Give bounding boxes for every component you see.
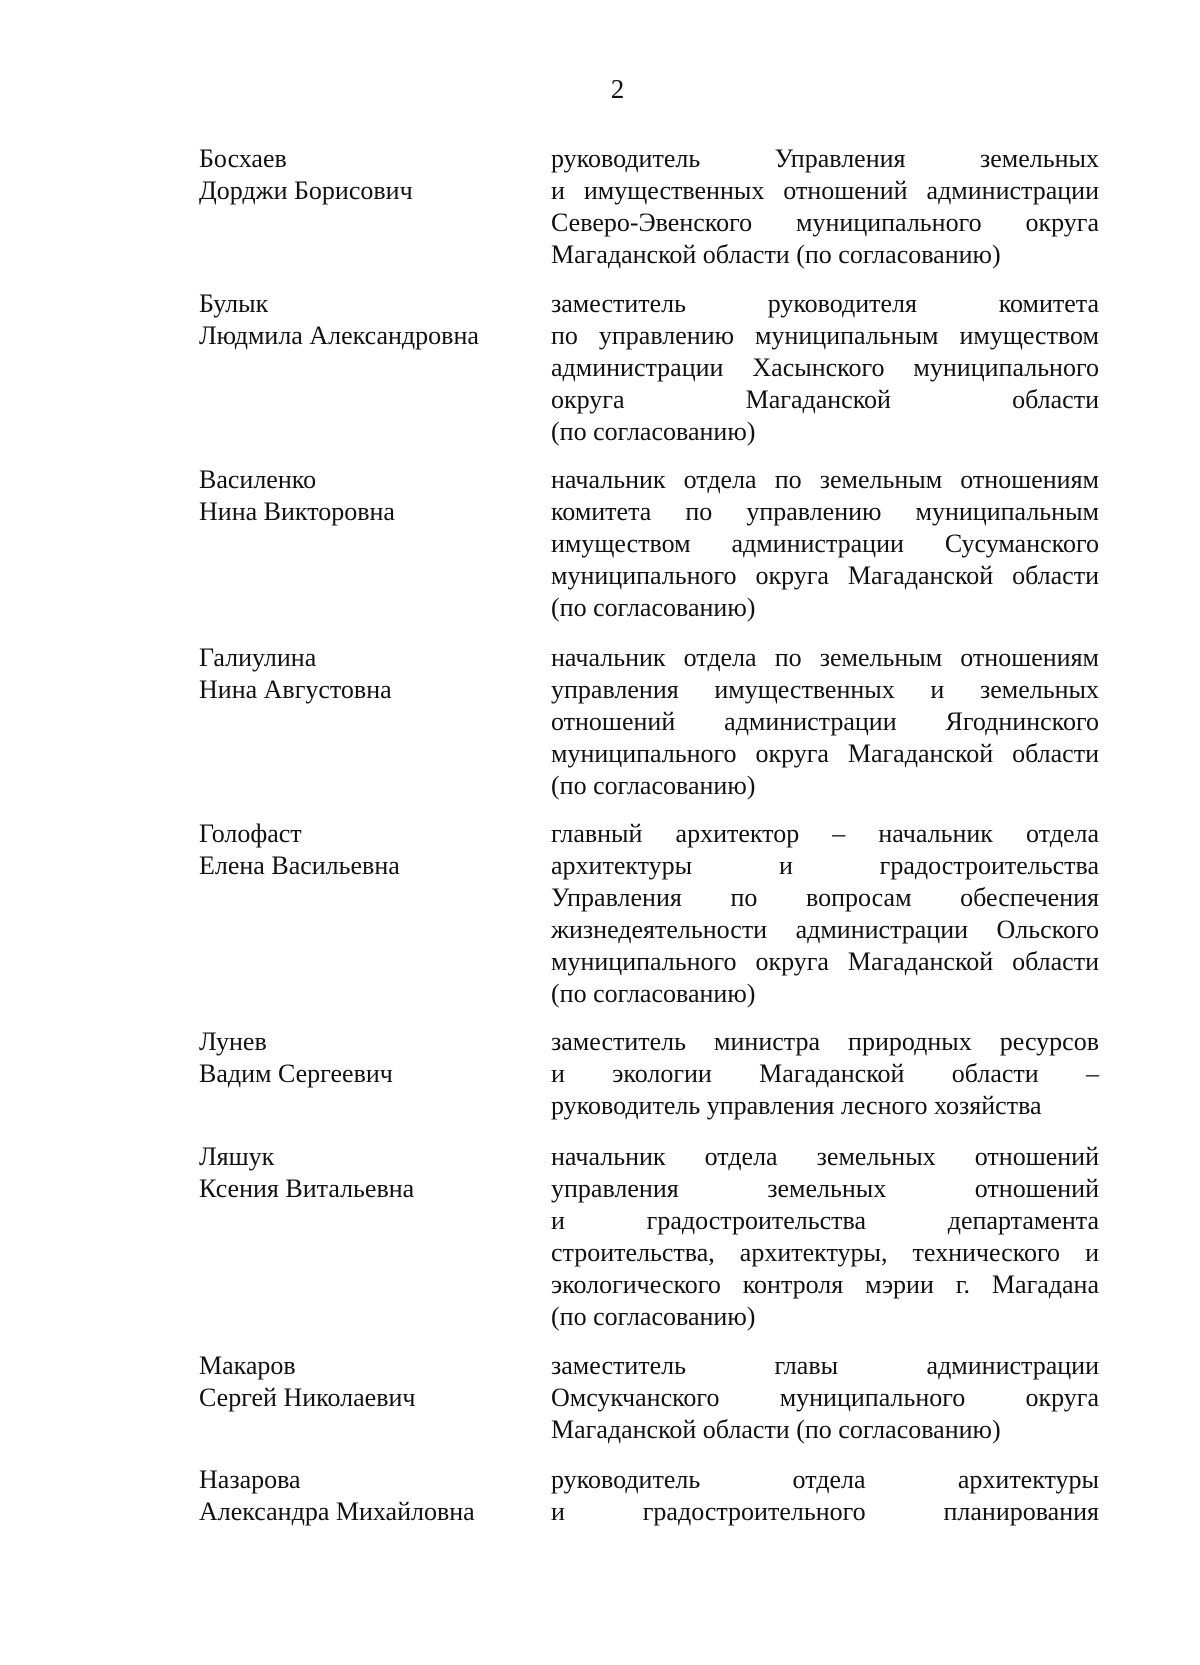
position-line: жизнедеятельности администрации Ольского (551, 915, 1099, 944)
position-line: экологического контроля мэрии г. Магадана (551, 1270, 1099, 1299)
position-line: муниципального округа Магаданской области (551, 739, 1099, 768)
member-position (551, 1026, 1099, 1122)
member-position (551, 642, 1099, 802)
position-line: и градостроительства департамента (551, 1206, 1099, 1235)
position-line: главный архитектор – начальник отдела (551, 819, 1099, 848)
position-line: управления земельных отношений (551, 1174, 1099, 1203)
position-line: Управления по вопросам обеспечения (551, 883, 1099, 912)
position-line: строительства, архитектуры, технического и (551, 1238, 1099, 1267)
member-surname: Назарова (199, 1465, 301, 1494)
member-surname: Босхаев (199, 144, 287, 173)
position-line: заместитель министра природных ресурсов (551, 1027, 1099, 1056)
position-line: округа Магаданской области (551, 385, 1099, 414)
member-position (551, 1464, 1099, 1528)
position-line: руководитель управления лесного хозяйства (551, 1091, 1042, 1120)
position-line: и градостроительного планирования (551, 1497, 1099, 1526)
position-line: по управлению муниципальным имуществом (551, 321, 1099, 350)
member-position (551, 1350, 1099, 1446)
member-name (199, 1350, 529, 1414)
member-given-names: Дорджи Борисович (199, 176, 413, 205)
position-line: Магаданской области (по согласованию) (551, 1415, 1001, 1444)
member-surname: Ляшук (199, 1142, 275, 1171)
member-given-names: Вадим Сергеевич (199, 1059, 393, 1088)
member-position (551, 143, 1099, 271)
position-line: заместитель главы администрации (551, 1351, 1099, 1380)
position-line: Северо-Эвенского муниципального округа (551, 208, 1099, 237)
member-name (199, 1141, 529, 1205)
member-name (199, 143, 529, 207)
member-given-names: Сергей Николаевич (199, 1383, 416, 1412)
member-surname: Василенко (199, 465, 317, 494)
member-surname: Голофаст (199, 819, 302, 848)
position-line: руководитель отдела архитектуры (551, 1465, 1099, 1494)
position-line: комитета по управлению муниципальным (551, 497, 1099, 526)
member-surname: Булык (199, 289, 269, 318)
member-position (551, 464, 1099, 624)
member-name (199, 642, 529, 706)
position-line: и имущественных отношений администрации (551, 176, 1099, 205)
member-given-names: Нина Викторовна (199, 497, 395, 526)
position-line: заместитель руководителя комитета (551, 289, 1099, 318)
member-position (551, 1141, 1099, 1333)
position-line: отношений администрации Ягоднинского (551, 707, 1099, 736)
member-given-names: Елена Васильевна (199, 851, 400, 880)
member-surname: Лунев (199, 1027, 267, 1056)
member-name (199, 818, 529, 882)
position-line: руководитель Управления земельных (551, 144, 1099, 173)
position-line: имуществом администрации Сусуманского (551, 529, 1099, 558)
member-position (551, 818, 1099, 1010)
member-given-names: Нина Августовна (199, 675, 392, 704)
member-name (199, 1464, 529, 1528)
position-line: Омсукчанского муниципального округа (551, 1383, 1099, 1412)
position-line: администрации Хасынского муниципального (551, 353, 1099, 382)
position-line: (по согласованию) (551, 417, 756, 446)
member-position (551, 288, 1099, 448)
position-line: муниципального округа Магаданской области (551, 561, 1099, 590)
member-name (199, 288, 529, 352)
position-line: и экологии Магаданской области – (551, 1059, 1099, 1088)
position-line: (по согласованию) (551, 979, 756, 1008)
position-line: управления имущественных и земельных (551, 675, 1099, 704)
position-line: (по согласованию) (551, 771, 756, 800)
member-name (199, 464, 529, 528)
position-line: начальник отдела по земельным отношениям (551, 465, 1099, 494)
member-name (199, 1026, 529, 1090)
member-given-names: Людмила Александровна (199, 321, 479, 350)
position-line: начальник отдела земельных отношений (551, 1142, 1099, 1171)
member-surname: Макаров (199, 1351, 296, 1380)
member-given-names: Ксения Витальевна (199, 1174, 415, 1203)
position-line: муниципального округа Магаданской области (551, 947, 1099, 976)
member-given-names: Александра Михайловна (199, 1497, 475, 1526)
position-line: (по согласованию) (551, 1302, 756, 1331)
position-line: Магаданской области (по согласованию) (551, 240, 1001, 269)
page-number: 2 (610, 74, 625, 104)
position-line: начальник отдела по земельным отношениям (551, 643, 1099, 672)
member-surname: Галиулина (199, 643, 317, 672)
position-line: архитектуры и градостроительства (551, 851, 1099, 880)
position-line: (по согласованию) (551, 593, 756, 622)
